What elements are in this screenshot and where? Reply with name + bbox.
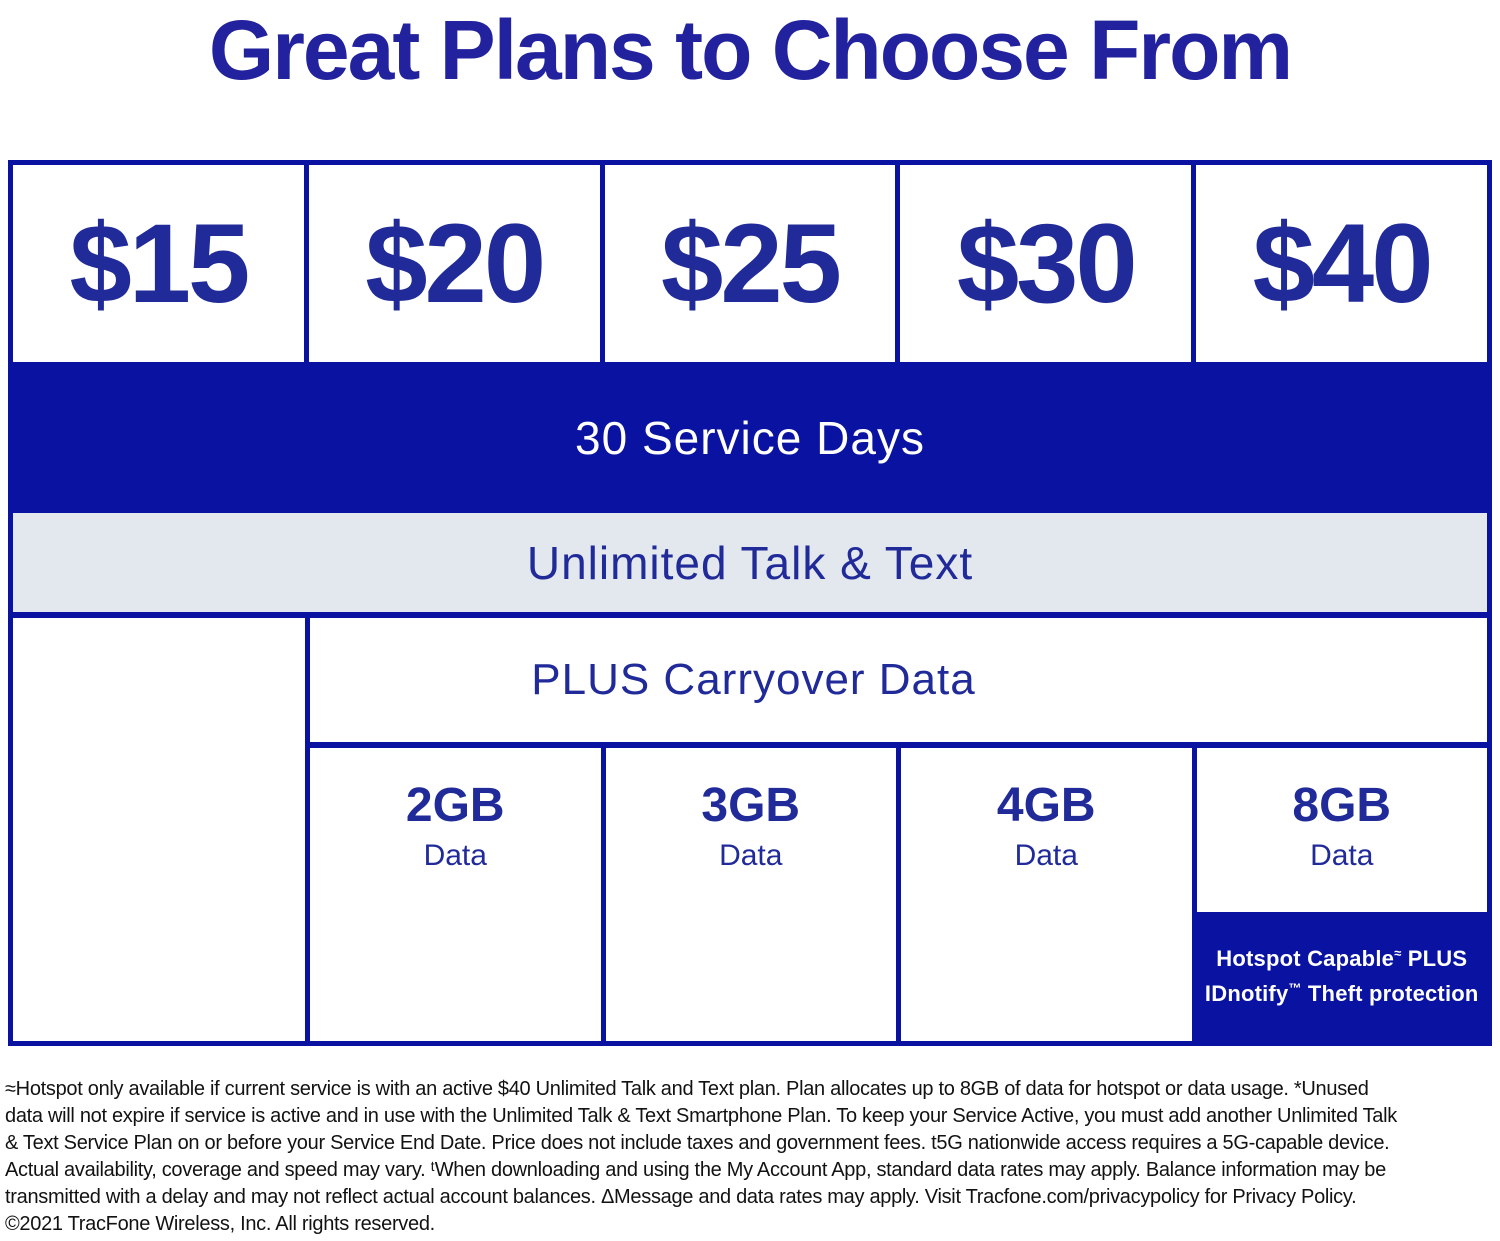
data-amount: 2GB xyxy=(405,779,505,832)
page-title: Great Plans to Choose From xyxy=(208,3,1292,97)
hotspot-box xyxy=(1197,912,1488,1041)
footer-line: & Text Service Plan on or before your Service End Date. Price does not include taxes and government fees. t5G nationwide access requires a 5G-capable device. xyxy=(5,1132,1390,1154)
data-unit: Data xyxy=(423,839,487,872)
data-amount: 3GB xyxy=(701,779,801,832)
hotspot-line2-rest: Theft protection xyxy=(1301,980,1479,1006)
data-amount: 4GB xyxy=(996,779,1096,832)
plans-table xyxy=(8,160,1492,1046)
price-cell-15: $15 xyxy=(13,165,309,362)
footer-line: data will not expire if service is active and in use with the Unlimited Talk & Text Smartphone Plan. To keep your Service Active, you must add another Unlimited Talk xyxy=(5,1105,1397,1127)
footer-line: Actual availability, coverage and speed may vary. ᵗWhen downloading and using the My Account App, standard data rates may apply. Balance information may be xyxy=(5,1159,1386,1181)
price-cell-30: $30 xyxy=(900,165,1196,362)
bottom-section xyxy=(13,618,1487,1041)
price-row xyxy=(13,165,1487,362)
hotspot-line1 xyxy=(1216,942,1467,976)
hotspot-line2-text: IDnotify xyxy=(1204,980,1289,1006)
footer-line: ≈Hotspot only available if current service is with an active $40 Unlimited Talk and Text plan. Plan allocates up to 8GB of data for hotspot or data usage. *Unused xyxy=(5,1078,1369,1100)
empty-cell-15 xyxy=(13,618,310,1041)
hotspot-line1-sup: ≈ xyxy=(1394,946,1402,962)
talk-text-row: Unlimited Talk & Text xyxy=(13,513,1487,618)
hotspot-line2 xyxy=(1205,977,1479,1011)
price-cell-20: $20 xyxy=(309,165,605,362)
data-cell-2gb xyxy=(310,748,606,1041)
data-cell-4gb xyxy=(901,748,1197,1041)
footer-disclaimer xyxy=(5,1076,1497,1238)
hotspot-line1-text: Hotspot Capable xyxy=(1216,946,1395,972)
data-unit: Data xyxy=(1014,839,1078,872)
price-cell-25: $25 xyxy=(605,165,901,362)
data-unit: Data xyxy=(1310,839,1374,872)
footer-line: transmitted with a delay and may not reflect actual account balances. ΔMessage and data rates may apply. Visit Tracfone.com/privacypolicy for Privacy Policy. xyxy=(5,1186,1357,1208)
data-amount: 8GB xyxy=(1292,779,1392,832)
data-cell-8gb xyxy=(1197,748,1488,1041)
hotspot-line2-sup: ™ xyxy=(1288,980,1302,996)
data-cell-3gb xyxy=(606,748,902,1041)
carryover-header: PLUS Carryover Data xyxy=(310,618,1487,748)
price-cell-40: $40 xyxy=(1252,201,1431,326)
copyright-line: ©2021 TracFone Wireless, Inc. All rights reserved. xyxy=(5,1213,435,1235)
data-row xyxy=(310,748,1487,1041)
carryover-area xyxy=(310,618,1487,1041)
hotspot-line1-rest: PLUS xyxy=(1401,946,1468,972)
data-unit: Data xyxy=(719,839,783,872)
service-days-row: 30 Service Days xyxy=(13,362,1487,513)
